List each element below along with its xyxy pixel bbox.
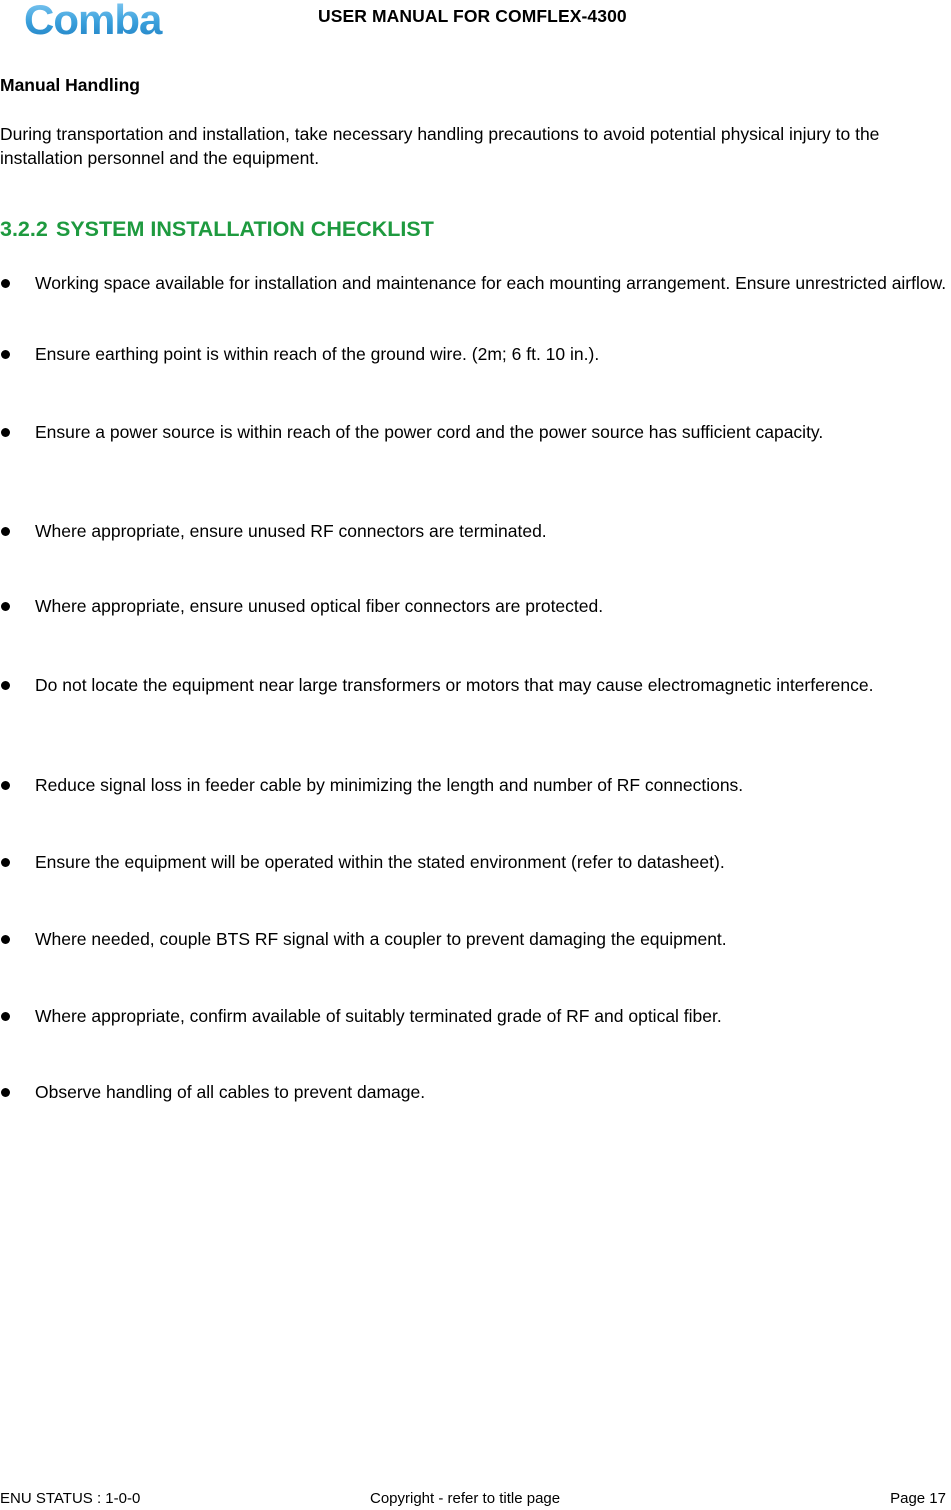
bullet-icon: [1, 858, 10, 867]
section-paragraph: During transportation and installation, take necessary handling precautions to avoid potential physical injury to the installation personnel and the equipment.: [0, 124, 880, 168]
bullet-icon: [1, 1012, 10, 1021]
bullet-icon: [1, 602, 10, 611]
bullet-icon: [1, 781, 10, 790]
footer-page-number: Page 17: [890, 1490, 946, 1507]
checklist-item-text: Where appropriate, confirm available of suitably terminated grade of RF and optical fiber.: [35, 1006, 722, 1026]
document-title: USER MANUAL FOR COMFLEX-4300: [318, 6, 627, 26]
section-title: Manual Handling: [0, 75, 140, 95]
checklist-item-text: Where appropriate, ensure unused optical fiber connectors are protected.: [35, 596, 604, 616]
subsection-title: SYSTEM INSTALLATION CHECKLIST: [56, 217, 434, 241]
checklist-item-text: Observe handling of all cables to prevent damage.: [35, 1082, 426, 1102]
footer-copyright: Copyright - refer to title page: [370, 1490, 561, 1507]
bullet-icon: [1, 1088, 10, 1097]
comba-logo: [24, 0, 209, 42]
logo-wordmark: Comba: [24, 0, 162, 42]
bullet-icon: [1, 527, 10, 536]
footer-status: ENU STATUS : 1-0-0: [0, 1490, 141, 1507]
checklist-item-text: Where appropriate, ensure unused RF connectors are terminated.: [35, 521, 547, 541]
checklist-item-text: Ensure the equipment will be operated within the stated environment (refer to datasheet).: [35, 852, 725, 872]
bullet-icon: [1, 279, 10, 288]
bullet-icon: [1, 935, 10, 944]
checklist-item-text: Reduce signal loss in feeder cable by minimizing the length and number of RF connections.: [35, 775, 744, 795]
checklist-item-text: Ensure earthing point is within reach of the ground wire. (2m; 6 ft. 10 in.).: [35, 344, 600, 364]
bullet-icon: [1, 681, 10, 690]
subsection-number: 3.2.2: [0, 217, 48, 241]
checklist-item-text: Where needed, couple BTS RF signal with a coupler to prevent damaging the equipment.: [35, 929, 727, 949]
checklist-item-text: Ensure a power source is within reach of the power cord and the power source has sufficient capacity.: [35, 422, 824, 442]
checklist-item-text: Do not locate the equipment near large transformers or motors that may cause electromagnetic interference.: [35, 675, 874, 695]
checklist-item-text: Working space available for installation and maintenance for each mounting arrangement. Ensure unrestricted airflow.: [35, 273, 947, 293]
bullet-icon: [1, 350, 10, 359]
bullet-icon: [1, 428, 10, 437]
subsection-heading: [0, 217, 434, 242]
